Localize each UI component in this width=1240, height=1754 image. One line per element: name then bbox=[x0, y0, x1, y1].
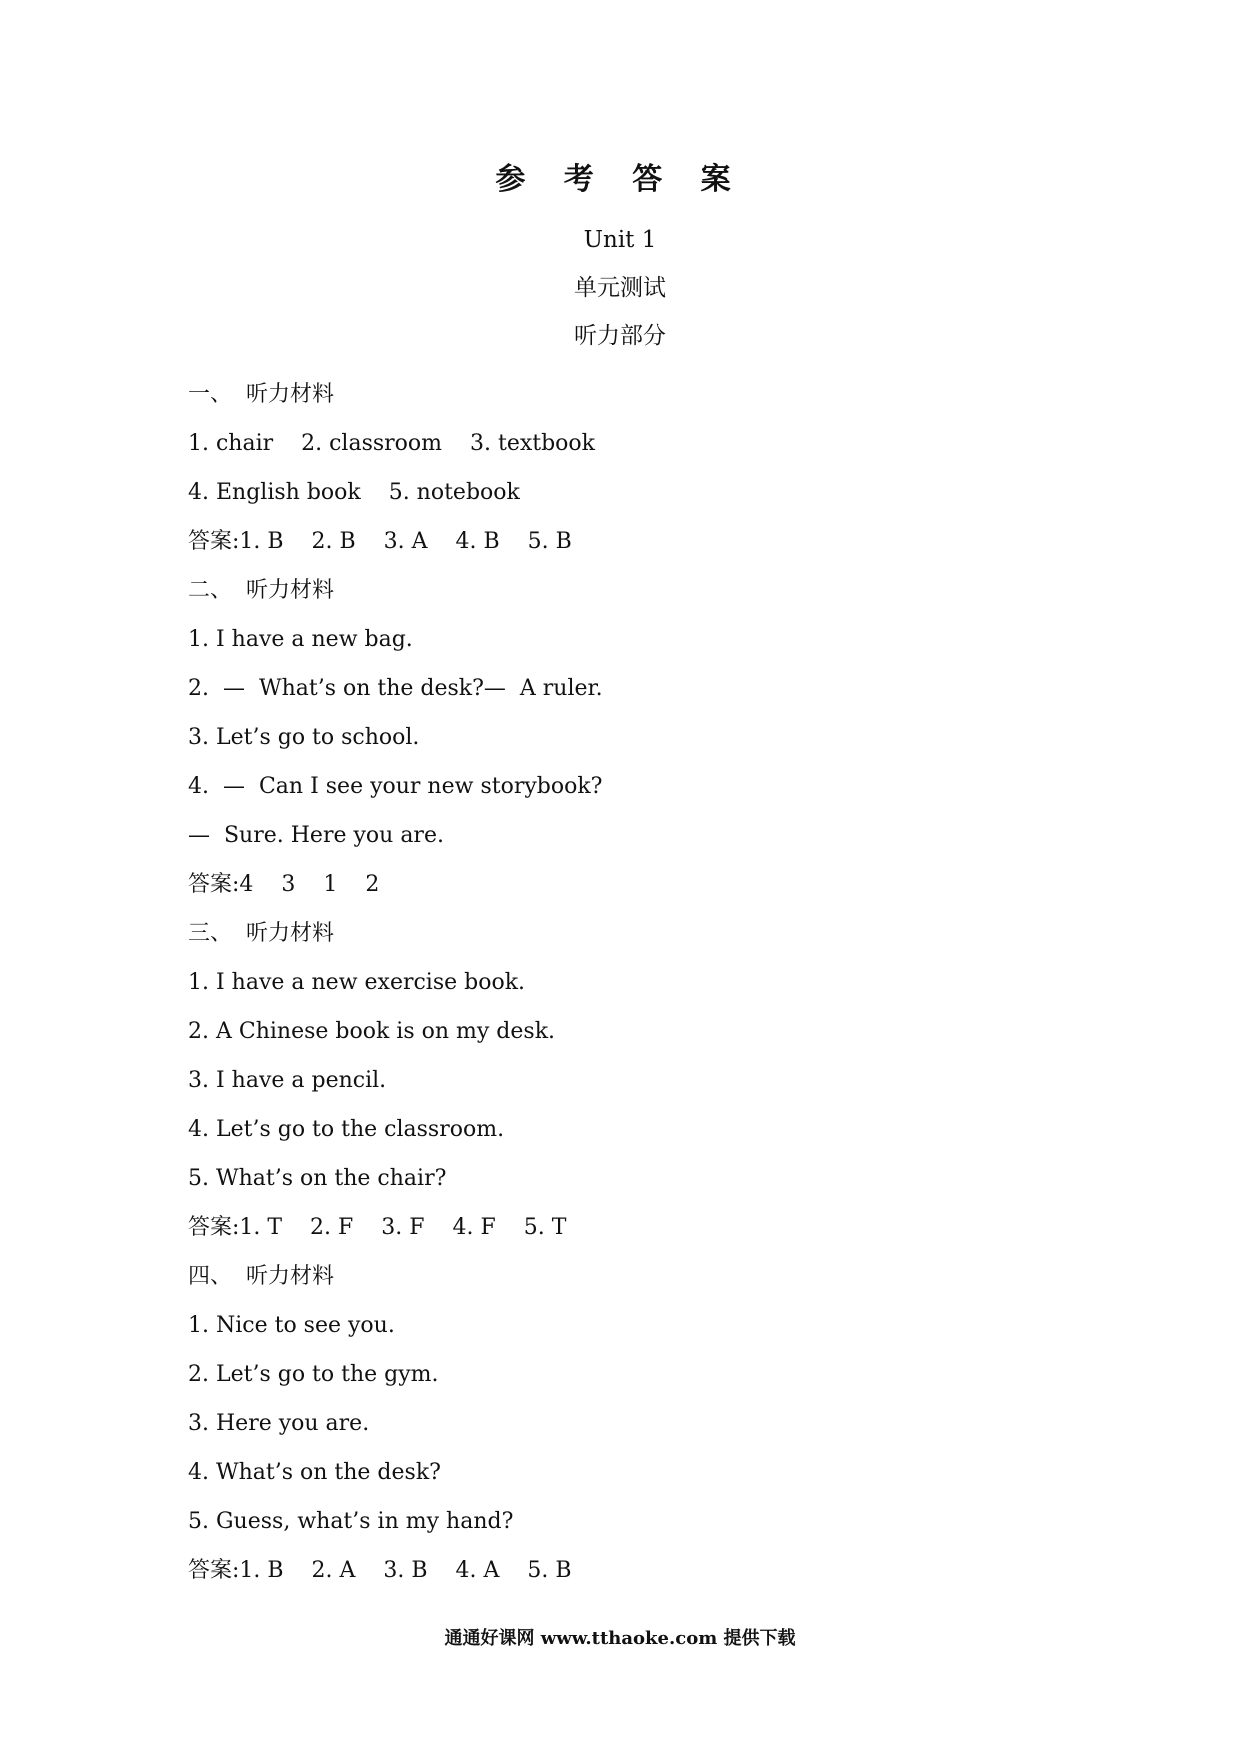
text-line: 2. A Chinese book is on my desk. bbox=[188, 1019, 556, 1044]
answer-line: 答案:4 3 1 2 bbox=[188, 872, 380, 897]
text-line: 4. What’s on the desk? bbox=[188, 1460, 441, 1485]
text-line: 4. — Can I see your new storybook? bbox=[188, 774, 603, 799]
text-line: 4. English book 5. notebook bbox=[188, 480, 520, 505]
section-heading-1: 一、 听力材料 bbox=[188, 382, 334, 407]
text-line: 1. I have a new bag. bbox=[188, 627, 413, 652]
answer-content bbox=[188, 370, 1088, 1595]
page-title: 参 考 答 案 bbox=[495, 162, 745, 197]
section-heading-2: 二、 听力材料 bbox=[188, 578, 334, 603]
test-heading: 单元测试 bbox=[574, 275, 666, 301]
text-line: 4. Let’s go to the classroom. bbox=[188, 1117, 505, 1142]
answer-line: 答案:1. B 2. A 3. B 4. A 5. B bbox=[188, 1558, 572, 1583]
text-line: — Sure. Here you are. bbox=[188, 823, 444, 848]
text-line: 1. Nice to see you. bbox=[188, 1313, 395, 1338]
answer-line: 答案:1. T 2. F 3. F 4. F 5. T bbox=[188, 1215, 567, 1240]
text-line: 5. Guess, what’s in my hand? bbox=[188, 1509, 514, 1534]
text-line: 3. Here you are. bbox=[188, 1411, 370, 1436]
footer-download-note: 通通好课网 www.tthaoke.com 提供下载 bbox=[444, 1628, 796, 1649]
unit-heading: Unit 1 bbox=[583, 227, 657, 253]
text-line: 1. I have a new exercise book. bbox=[188, 970, 526, 995]
text-line: 2. Let’s go to the gym. bbox=[188, 1362, 439, 1387]
text-line: 3. Let’s go to school. bbox=[188, 725, 420, 750]
text-line: 5. What’s on the chair? bbox=[188, 1166, 447, 1191]
section-heading-4: 四、 听力材料 bbox=[188, 1264, 334, 1289]
part-heading: 听力部分 bbox=[574, 323, 666, 349]
section-heading-3: 三、 听力材料 bbox=[188, 921, 334, 946]
answer-line: 答案:1. B 2. B 3. A 4. B 5. B bbox=[188, 529, 572, 554]
text-line: 3. I have a pencil. bbox=[188, 1068, 387, 1093]
text-line: 2. — What’s on the desk?— A ruler. bbox=[188, 676, 603, 701]
text-line: 1. chair 2. classroom 3. textbook bbox=[188, 431, 595, 456]
